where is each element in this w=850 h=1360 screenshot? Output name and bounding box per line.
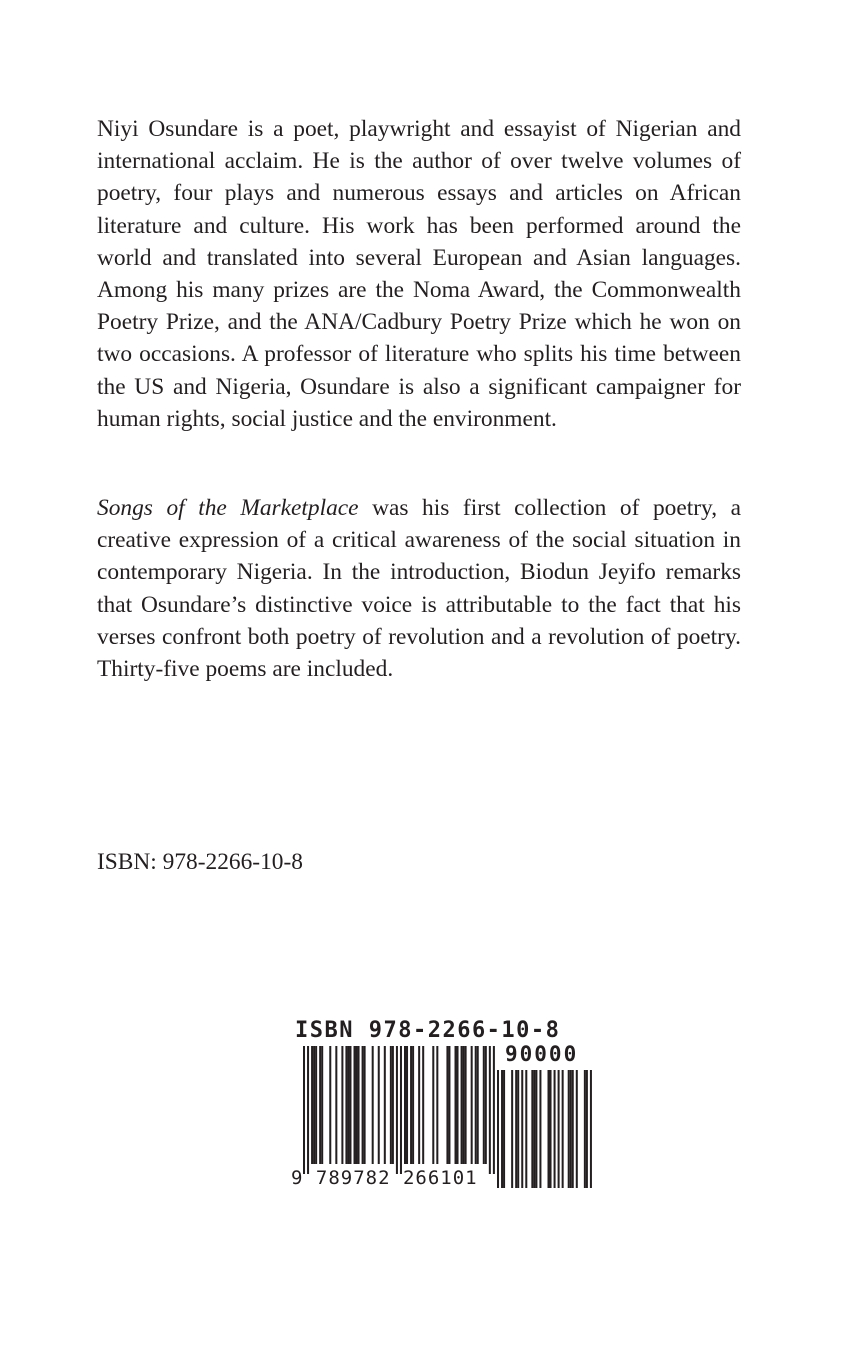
barcode-bar xyxy=(354,1046,356,1164)
author-bio-paragraph: Niyi Osundare is a poet, playwright and essayist of Nigerian and international acclaim. He is the author of over twelve volumes of poetry, four plays and numerous essays and articles on African literature and culture. His work has been performed around the world and translated into several European and Asian languages. Among his many prizes are the Noma Award, the Commonwealth Poetry Prize, and the ANA/Cadbury Poetry Prize which he won on two occasions. A professor of literature who splits his time between the US and Nigeria, Osundare is also a significant campaigner for human rights, social justice and the environment. xyxy=(97,116,741,432)
barcode-addon-bar xyxy=(584,1070,586,1188)
barcode-bar xyxy=(362,1046,364,1164)
barcode-bar xyxy=(471,1046,473,1164)
barcode-bar xyxy=(485,1046,487,1164)
barcode-bar xyxy=(313,1046,315,1164)
barcode-addon-bar xyxy=(576,1070,578,1188)
barcode-bar xyxy=(335,1046,337,1164)
barcode-bar xyxy=(436,1046,438,1164)
barcode-bar xyxy=(406,1046,408,1164)
barcode-bar xyxy=(356,1046,358,1164)
barcode-addon-bar xyxy=(531,1070,533,1188)
book-title: Songs of the Marketplace xyxy=(97,495,359,521)
book-description-text: was his first collection of poetry, a creative expression of a critical awareness of the social situation in contemporary Nigeria. In the introduction, Biodun Jeyifo remarks that Osundare’s distinctive voice is attributable to the fact that his verses confront both poetry of revolution and a revolution of poetry. Thirty-five poems are included. xyxy=(97,495,741,683)
barcode-bar xyxy=(345,1046,347,1164)
barcode-guard-bar xyxy=(303,1046,305,1174)
barcode-bar xyxy=(321,1046,323,1164)
barcode-bar xyxy=(432,1046,434,1164)
barcode-bar xyxy=(392,1046,394,1164)
barcode-bar xyxy=(418,1046,420,1164)
barcode-bar xyxy=(390,1046,392,1164)
isbn-text: ISBN: 978-2266-10-8 xyxy=(97,849,303,875)
barcode-bar xyxy=(463,1046,465,1164)
barcode-addon-bar xyxy=(539,1070,541,1188)
barcode-bar xyxy=(448,1046,450,1164)
barcode-addon-bar xyxy=(517,1070,519,1188)
barcode-bar xyxy=(404,1046,406,1164)
barcode-bar xyxy=(311,1046,313,1164)
barcode-addon-bar xyxy=(558,1070,560,1188)
barcode-bar xyxy=(315,1046,317,1164)
barcode-bar xyxy=(455,1046,457,1164)
barcode-addon-bar xyxy=(550,1070,552,1188)
barcode-bar xyxy=(329,1046,331,1164)
barcode-bar xyxy=(372,1046,374,1164)
barcode-addon-bar xyxy=(533,1070,535,1188)
barcode-bar xyxy=(347,1046,349,1164)
barcode-guard-bar xyxy=(396,1046,398,1174)
barcode-digits: 9 789782 266101 xyxy=(291,1167,478,1189)
barcode-isbn-label: ISBN 978-2266-10-8 xyxy=(295,1018,561,1043)
barcode-addon-bar xyxy=(554,1070,556,1188)
barcode-addon-bar xyxy=(525,1070,527,1188)
barcode-bar xyxy=(364,1046,366,1164)
barcode-guard-bar xyxy=(493,1046,495,1174)
barcode-guard-bar xyxy=(400,1046,402,1174)
barcode-addon-bar xyxy=(503,1070,505,1188)
barcode-bar xyxy=(349,1046,351,1164)
barcode-bar xyxy=(358,1046,360,1164)
barcode-guard-bar xyxy=(489,1046,491,1174)
barcode-addon-bar xyxy=(548,1070,550,1188)
barcode-bar xyxy=(483,1046,485,1164)
isbn-barcode xyxy=(285,1018,595,1198)
barcode-bar xyxy=(422,1046,424,1164)
barcode-addon-bar xyxy=(535,1070,537,1188)
barcode-addon-bar xyxy=(586,1070,588,1188)
barcode-bar xyxy=(341,1046,343,1164)
barcode-addon-bar xyxy=(515,1070,517,1188)
barcode-bar xyxy=(410,1046,412,1164)
barcode-bar xyxy=(446,1046,448,1164)
barcode-bar xyxy=(457,1046,459,1164)
barcode-price-code: 90000 xyxy=(505,1042,579,1066)
barcode-bar xyxy=(477,1046,479,1164)
barcode-bar xyxy=(319,1046,321,1164)
barcode-addon-bar xyxy=(521,1070,523,1188)
barcode-bar xyxy=(475,1046,477,1164)
barcode-bar xyxy=(378,1046,380,1164)
barcode-addon-bar xyxy=(590,1070,592,1188)
barcode-addon-bar xyxy=(562,1070,564,1188)
barcode-bar xyxy=(461,1046,463,1164)
barcode-addon-bar xyxy=(568,1070,570,1188)
barcode-addon-bar xyxy=(511,1070,513,1188)
barcode-addon-bar xyxy=(570,1070,572,1188)
barcode-addon-bar xyxy=(572,1070,574,1188)
barcode-guard-bar xyxy=(307,1046,309,1174)
barcode-bar xyxy=(412,1046,414,1164)
barcode-bar xyxy=(384,1046,386,1164)
barcode-addon-bar xyxy=(501,1070,503,1188)
book-description-paragraph xyxy=(97,492,741,685)
barcode-bar xyxy=(465,1046,467,1164)
barcode-addon-bar xyxy=(497,1070,499,1188)
